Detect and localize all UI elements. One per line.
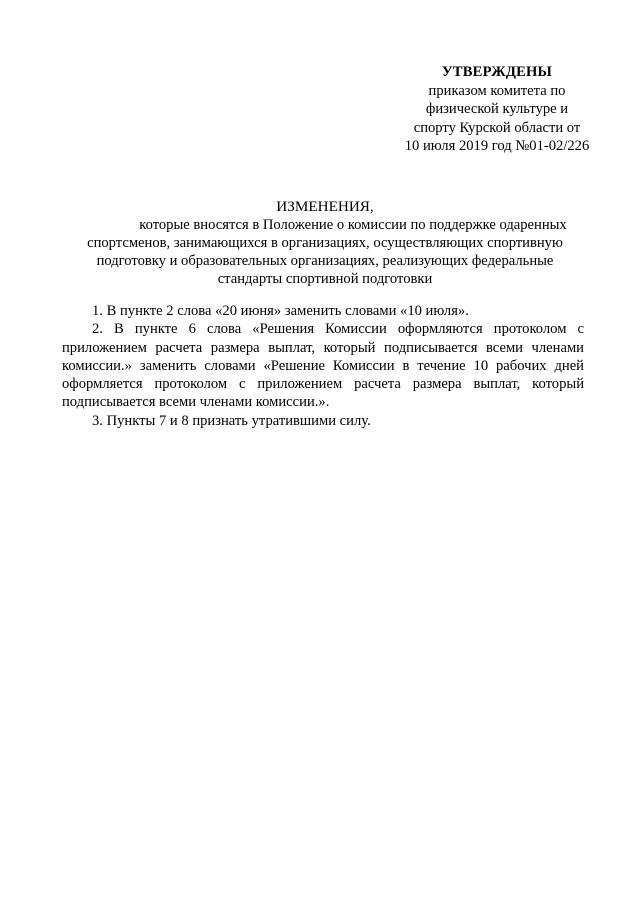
- item-line: оформляется протоколом с приложением расчета размера выплат, который: [62, 376, 584, 393]
- heading-line: которые вносятся в Положение о комиссии по поддержке одаренных: [139, 217, 567, 233]
- item-line: приложением расчета размера выплат, который подписывается всеми членами: [62, 339, 584, 356]
- item-line: 3. Пункты 7 и 8 признать утратившими силу.: [92, 412, 371, 429]
- list-item: [62, 320, 584, 411]
- heading-line: подготовку и образовательных организациях, реализующих федеральные: [96, 253, 554, 269]
- document-body: [62, 302, 584, 430]
- item-line: комиссии.» заменить словами «Решение Комиссии в течение 10 рабочих дней: [62, 357, 584, 374]
- heading-line: спортсменов, занимающихся в организациях, осуществляющих спортивную: [87, 235, 563, 251]
- approval-block: [380, 63, 614, 156]
- document-heading: [70, 198, 580, 288]
- item-line: подписывается всеми членами комиссии.».: [62, 394, 330, 411]
- heading-title: ИЗМЕНЕНИЯ,: [276, 198, 374, 215]
- item-line: 1. В пункте 2 слова «20 июня» заменить словами «10 июля».: [92, 303, 469, 319]
- approval-line: приказом комитета по: [428, 82, 566, 99]
- approval-line: физической культуре и: [425, 101, 569, 117]
- item-line: 2. В пункте 6 слова «Решения Комиссии оформляются протоколом с: [92, 321, 584, 338]
- approval-title: УТВЕРЖДЕНЫ: [441, 64, 553, 80]
- approval-line: спорту Курской области от: [413, 119, 581, 136]
- list-item: [62, 302, 584, 320]
- approval-line: 10 июля 2019 год №01-02/226: [404, 138, 590, 154]
- list-item: [62, 412, 584, 430]
- heading-line: стандарты спортивной подготовки: [217, 271, 433, 287]
